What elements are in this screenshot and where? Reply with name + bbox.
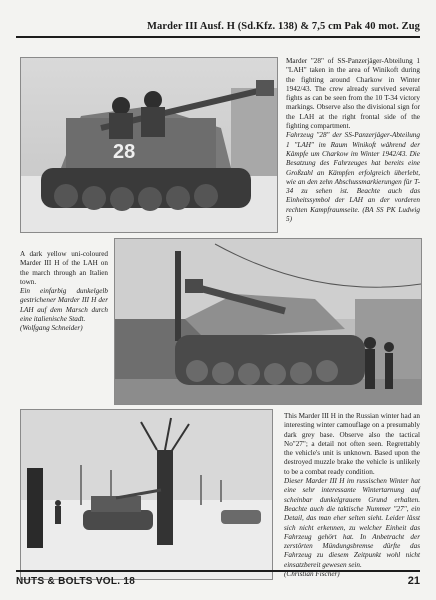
caption-top-right	[286, 57, 420, 224]
caption-english: This Marder III H in the Russian winter had an interesting winter camouflage on a presumably dark grey base. Observe also the tactical No"27"; a detail not often seen. Regrettably the vehicle's unit is unknown. Based upon the destroyed muzzle brake the vehicle is unlikely to be a combat ready condition.	[284, 412, 420, 476]
caption-credit: (Christian Fischer)	[284, 570, 340, 579]
photo-3-image	[21, 410, 272, 579]
svg-text:28: 28	[113, 141, 136, 163]
page-footer	[16, 570, 420, 592]
photo-dark-yellow-marder	[114, 238, 422, 405]
caption-german: Ein einfarbig dunkelgelb gestrichener Marder III H der LAH auf dem Marsch durch eine italienische Stadt.	[20, 287, 108, 324]
caption-middle-left	[20, 250, 108, 334]
caption-german: Fahrzeug "28" der SS-Panzerjäger-Abteilung 1 "LAH" im Raum Winikoft während der Kämpfe um Charkow im Winter 1942/43. Die Besatzung des Fahrzeuges hat bereits eine Großzahl an Kämpfen erfolgreich überlebt, wie an den zehn Abschussmarkierungen für T-34 zu sehen ist. Beachte auch das Einheitssymbol der LAH an der vorderen rechten Kampfraumseite. (BA SS PK Ludwig 5)	[286, 131, 420, 224]
caption-english: A dark yellow uni-coloured Marder III H of the LAH on the march through an Italien town.	[20, 250, 108, 286]
caption-english: Marder "28" of SS-Panzerjäger-Abteilung 1 "LAH" taken in the area of Winikoft during the fighting around Charkow in Winter 1942/43. The crew already survived several fights as can be seen from the 10 T-34 victory markings. Observe also the divisional sign for the LAH at the right frontal side of the fighting compartment.	[286, 57, 420, 131]
photo-winter-marder-27	[20, 409, 273, 580]
header-rule	[16, 36, 420, 38]
series-label: NUTS & BOLTS VOL. 18	[16, 576, 136, 587]
page-header	[0, 0, 436, 44]
photo-1-image	[21, 58, 277, 232]
caption-german: Dieser Marder III H im russischen Winter hat eine sehr interessante Wintertarnung auf scheinbar dunkelgrauem Grund erhalten. Beachte auch die taktische Nummer "27", ein Detail, das man eher selten sieht. Leider lässt sich nicht erkennen, zu welcher Einheit das Fahrzeug gehört hat. In Anbetracht der zerstörten Mündungsbremse dürfte das Fahrzeug zu diesem Zeitpunkt wohl nicht einsatzbereit gewesen sein.	[284, 477, 420, 569]
page-title: Marder III Ausf. H (Sd.Kfz. 138) & 7,5 cm Pak 40 mot. Zug	[147, 21, 420, 32]
photo-tank-destroyer-28	[20, 57, 278, 233]
caption-bottom-right	[284, 412, 420, 579]
caption-credit: (Wolfgang Schneider)	[20, 324, 83, 333]
photo-2-image	[115, 239, 421, 404]
page-number: 21	[407, 575, 420, 587]
